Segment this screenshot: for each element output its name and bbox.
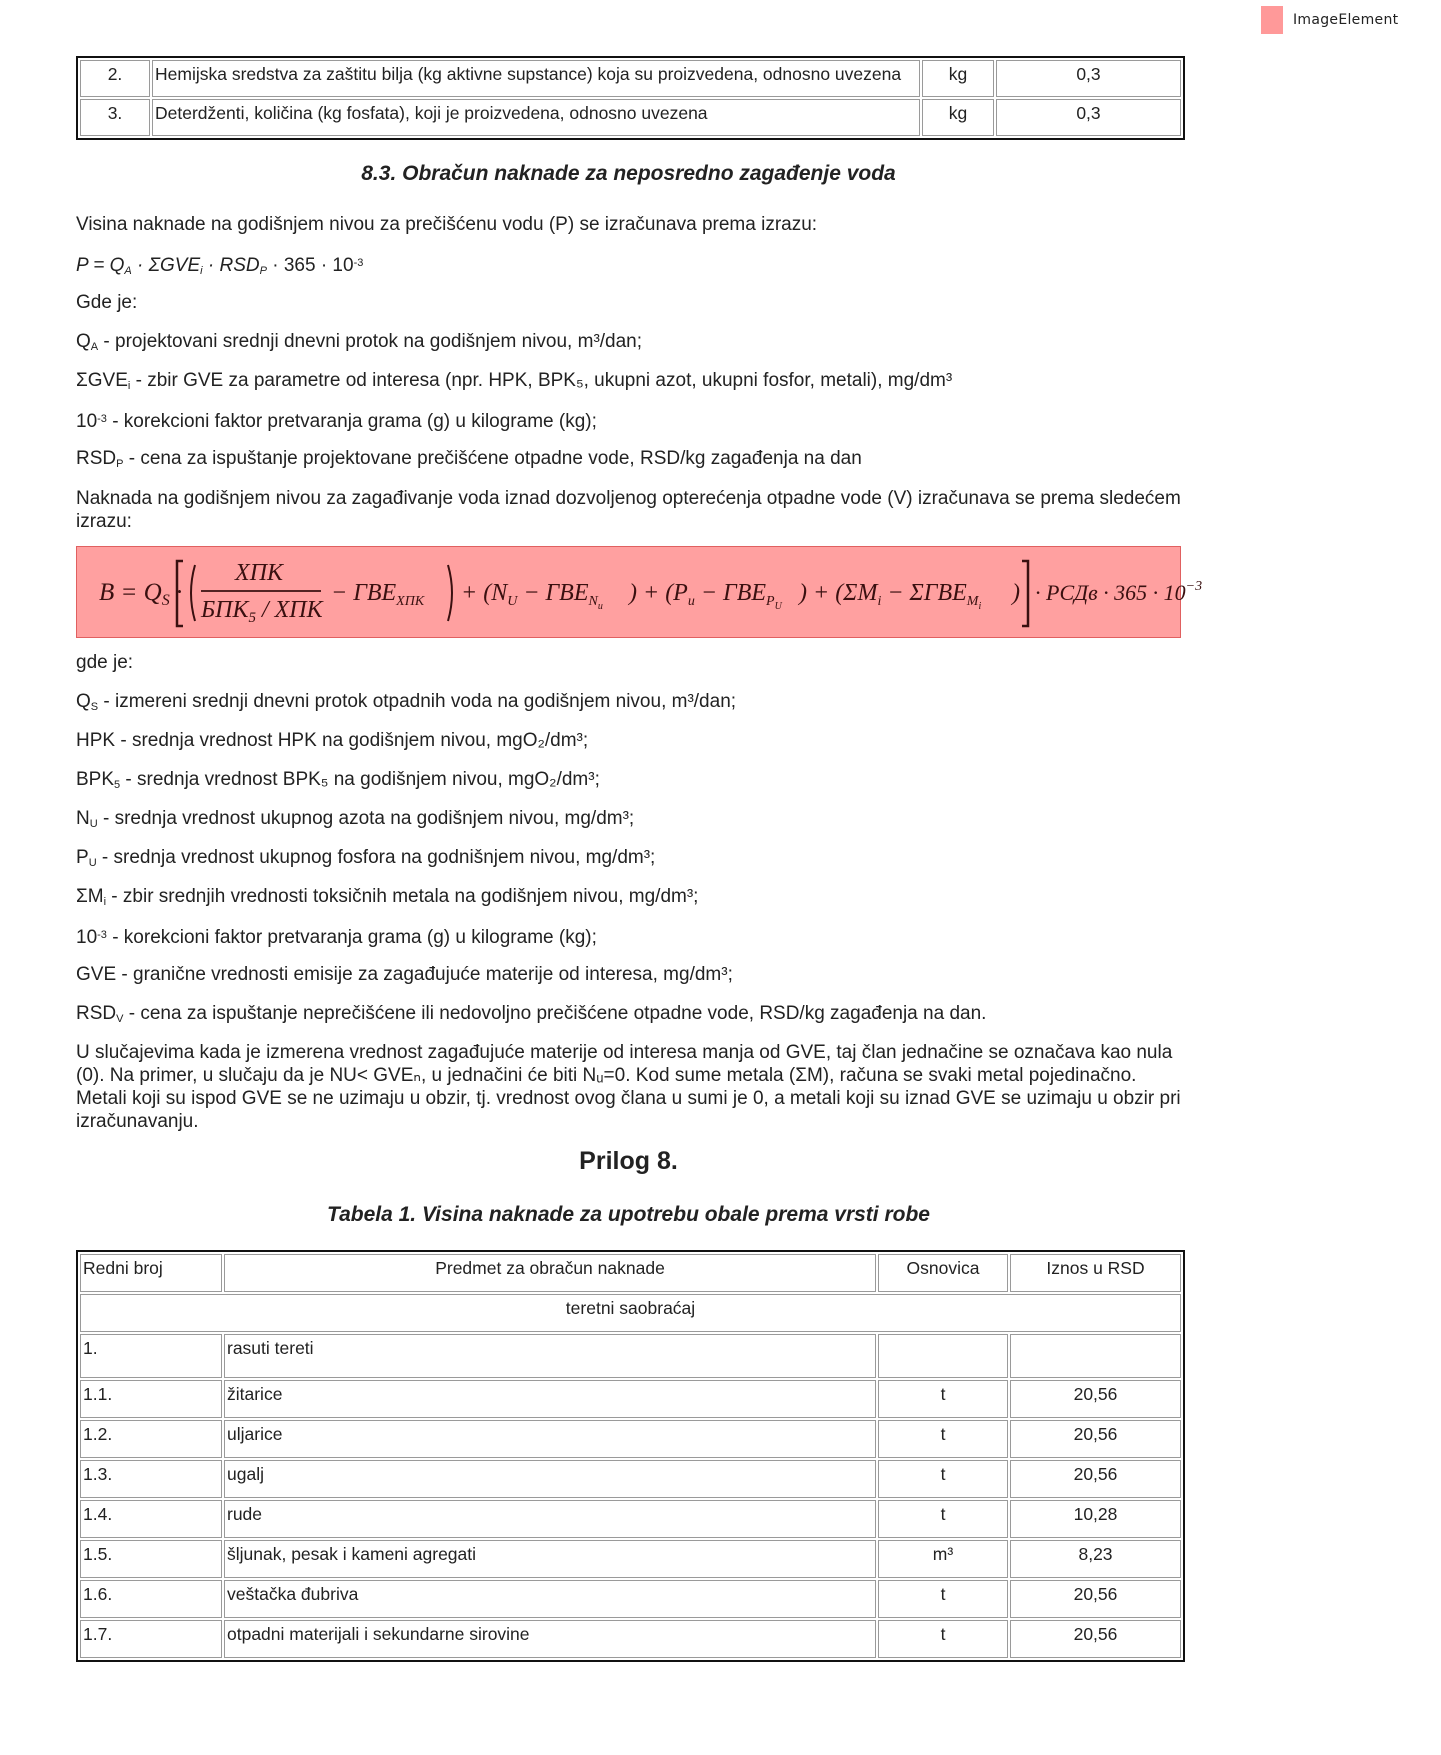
group-cell: teretni saobraćaj (80, 1294, 1181, 1332)
table-title: Tabela 1. Visina naknade za upotrebu obale prema vrsti robe (327, 1203, 930, 1226)
cell-item: rude (224, 1500, 876, 1538)
top-table (76, 56, 1185, 140)
cell-num: 2. (80, 60, 150, 97)
cell-item: otpadni materijali i sekundarne sirovine (224, 1620, 876, 1658)
definition-line: HPK - srednja vrednost HPK na godišnjem nivou, mgO₂/dm³; (76, 730, 589, 751)
definition-line: $\Sigma GVE_i$ - zbir GVE za parametre od interesa (npr. HPK, BPK₅, ukupni azot, ukupni fosfor, metali), mg/dm³ (76, 370, 953, 392)
table-row (80, 1580, 1181, 1618)
cell-item: veštačka đubriva (224, 1580, 876, 1618)
formula-numerator: ХПК (235, 560, 283, 586)
cell-num: 1.5. (80, 1540, 222, 1578)
cell-amount: 8,23 (1010, 1540, 1181, 1578)
cell-item: ugalj (224, 1460, 876, 1498)
cell-amount: 10,28 (1010, 1500, 1181, 1538)
cell-amount (1010, 1334, 1181, 1378)
cell-amount: 20,56 (1010, 1620, 1181, 1658)
table-row (80, 1334, 1181, 1378)
table-row (80, 1380, 1181, 1418)
table-row (80, 60, 1181, 97)
legend-label: ImageElement (1293, 12, 1399, 28)
table-row (80, 1620, 1181, 1658)
header-cell: Redni broj (80, 1254, 222, 1292)
cell-value: 0,3 (996, 99, 1181, 136)
cell-item: žitarice (224, 1380, 876, 1418)
definition-line: $10^{-3}$ - korekcioni faktor pretvaranja grama (g) u kilograme (kg); (76, 927, 597, 948)
formula-v-image (76, 546, 1203, 638)
formula-p: $P = Q_A \cdot \Sigma GVE_i \cdot RSD_P \cdot 365 \cdot 10^{-3}$ (76, 255, 364, 277)
header-cell: Iznos u RSD (1010, 1254, 1181, 1292)
cell-num: 1. (80, 1334, 222, 1378)
formula-v-svg (77, 547, 1203, 637)
cell-unit: kg (922, 60, 994, 97)
header-cell: Predmet za obračun naknade (224, 1254, 876, 1292)
section-heading: 8.3. Obračun naknade za neposredno zagađenje voda (361, 162, 896, 185)
prilog-table (76, 1250, 1185, 1662)
cell-num: 1.3. (80, 1460, 222, 1498)
cell-num: 3. (80, 99, 150, 136)
prilog-title: Prilog 8. (579, 1147, 678, 1175)
cell-unit: t (878, 1420, 1008, 1458)
cell-unit: m³ (878, 1540, 1008, 1578)
intro-paragraph: Visina naknade na godišnjem nivou za prečišćenu vodu (P) se izračunava prema izrazu: (76, 214, 818, 235)
formula-term-n: + ($N_U - ГВЕ_Nu$ (461, 580, 603, 612)
table-row (80, 1500, 1181, 1538)
definition-line: $BPK_5$ - srednja vrednost BPK₅ na godišnjem nivou, mgO₂/dm³; (76, 769, 600, 791)
formula-term-p: ) + ($P_u - ГВЕ_PU$ (629, 580, 782, 612)
cell-num: 1.7. (80, 1620, 222, 1658)
intro2-paragraph: Naknada na godišnjem nivou za zagađivanje voda iznad dozvoljenog opterećenja otpadne vode (V) izračunava se prema sledećem izrazu: (76, 488, 1181, 532)
table-row (80, 1420, 1181, 1458)
table-header-row (80, 1254, 1181, 1292)
formula-term-hpk: − $ГВЕ_{ХПК}$ (331, 580, 425, 609)
cell-unit: kg (922, 99, 994, 136)
cell-num: 1.4. (80, 1500, 222, 1538)
formula-lhs: $B = Q_S$ · (99, 579, 183, 609)
definition-line: $P_U$ - srednja vrednost ukupnog fosfora na godnišnjem nivou, mg/dm³; (76, 847, 656, 869)
cell-unit: t (878, 1500, 1008, 1538)
table-row (80, 99, 1181, 136)
cell-num: 1.2. (80, 1420, 222, 1458)
cell-num: 1.6. (80, 1580, 222, 1618)
definition-line: GVE - granične vrednosti emisije za zagađujuće materije od interesa, mg/dm³; (76, 964, 733, 985)
cell-num: 1.1. (80, 1380, 222, 1418)
definition-line: $10^{-3}$ - korekcioni faktor pretvaranja grama (g) u kilograme (kg); (76, 411, 597, 432)
header-cell: Osnovica (878, 1254, 1008, 1292)
cell-unit: t (878, 1380, 1008, 1418)
cell-desc: Hemijska sredstva za zaštitu bilja (kg aktivne supstance) koja su proizvedena, odnosno uvezena (152, 60, 920, 97)
definition-line: $Q_A$ - projektovani srednji dnevni protok na godišnjem nivou, m³/dan; (76, 331, 643, 353)
cell-amount: 20,56 (1010, 1460, 1181, 1498)
cell-amount: 20,56 (1010, 1580, 1181, 1618)
cell-unit (878, 1334, 1008, 1378)
definition-line: $\Sigma M_i$ - zbir srednjih vrednosti toksičnih metala na godišnjem nivou, mg/dm³; (76, 886, 699, 908)
formula-term-m: ) + ($\Sigma M_i - \Sigma ГВЕ_Mi$ (799, 580, 982, 612)
formula-denominator: $БПК_5$ / ХПК (201, 597, 323, 626)
cell-amount: 20,56 (1010, 1380, 1181, 1418)
formula-tail: · РСДв · $365 \cdot 10^{-3}$ (1035, 579, 1203, 605)
legend-swatch (1261, 6, 1283, 34)
definition-line: $N_U$ - srednja vrednost ukupnog azota na godišnjem nivou, mg/dm³; (76, 808, 635, 830)
table-row (80, 1460, 1181, 1498)
table-row (80, 1540, 1181, 1578)
closing-paragraph: U slučajevima kada je izmerena vrednost zagađujuće materije od interesa manja od GVE, taj član jednačine se označava kao nula (0). Na primer, u slučaju da je NU< GVEₙ, u jednačini će biti Nᵤ=0. Kod sume metala (ΣM), računa se svaki metal pojedinačno. Metali koji su ispod GVE se ne uzimaju u obzir, tj. vrednost ovog člana u sumi je 0, a metali koji su iznad GVE se uzimaju u obzir pri izračunavanju. (76, 1042, 1181, 1132)
svg-text:): ) (1012, 580, 1020, 606)
definition-line: $RSD_P$ - cena za ispuštanje projektovane prečišćene otpadne vode, RSD/kg zagađenja na dan (76, 448, 862, 470)
cell-unit: t (878, 1580, 1008, 1618)
cell-value: 0,3 (996, 60, 1181, 97)
image-element-legend (1261, 6, 1398, 34)
cell-item: uljarice (224, 1420, 876, 1458)
cell-item: šljunak, pesak i kameni agregati (224, 1540, 876, 1578)
table-group-row (80, 1294, 1181, 1332)
definition-line: $Q_S$ - izmereni srednji dnevni protok otpadnih voda na godišnjem nivou, m³/dan; (76, 691, 737, 713)
cell-unit: t (878, 1620, 1008, 1658)
definition-line: $RSD_V$ - cena za ispuštanje neprečišćene ili nedovoljno prečišćene otpadne vode, RSD/kg zagađenja na dan. (76, 1003, 987, 1025)
cell-desc: Deterdženti, količina (kg fosfata), koji je proizvedena, odnosno uvezena (152, 99, 920, 136)
cell-unit: t (878, 1460, 1008, 1498)
cell-amount: 20,56 (1010, 1420, 1181, 1458)
cell-item: rasuti tereti (224, 1334, 876, 1378)
gde-label: Gde je: (76, 292, 138, 313)
gde-label-2: gde je: (76, 652, 134, 673)
